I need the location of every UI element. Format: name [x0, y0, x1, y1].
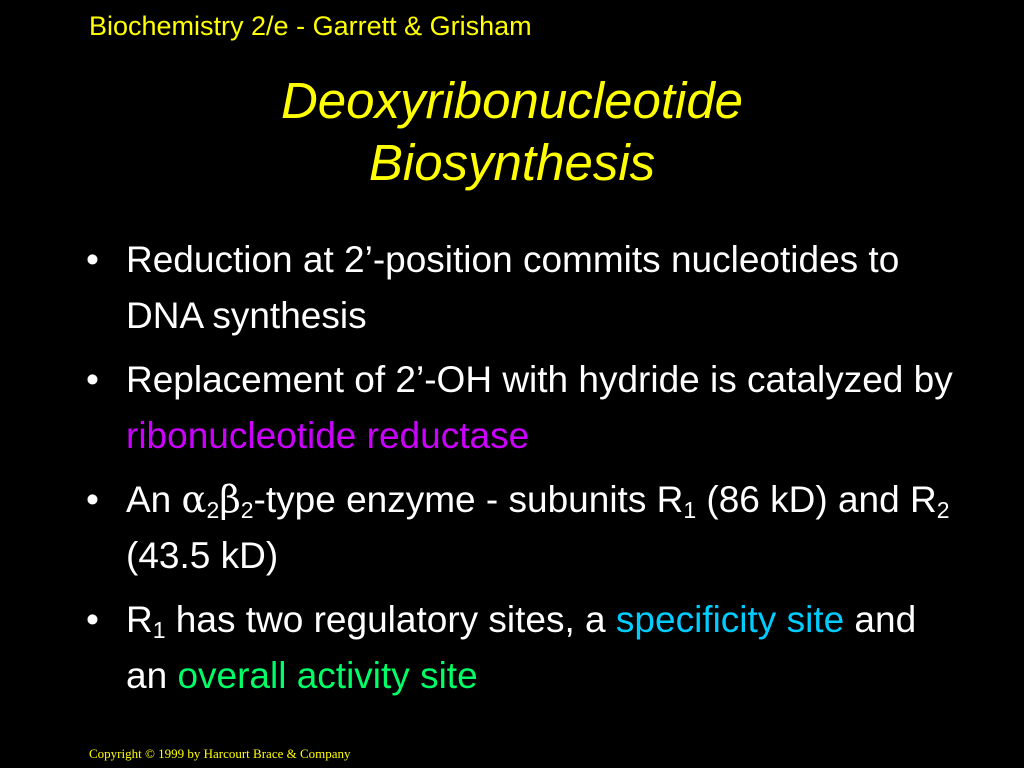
bullet-reduction: [86, 232, 956, 344]
copyright-footer: Copyright © 1999 by Harcourt Brace & Company: [89, 746, 351, 761]
bullet-text-r: R: [126, 599, 153, 640]
r1-subscript: 1: [683, 497, 697, 523]
alpha-subscript: 2: [206, 497, 220, 523]
alpha-symbol: α: [181, 478, 207, 521]
bullet-marker: •: [86, 479, 99, 520]
bullet-text-before: has two regulatory sites, a: [165, 599, 616, 640]
bullet-regulatory-sites: [86, 592, 956, 704]
bullet-text: Reduction at 2’-position commits nucleotides to DNA synthesis: [126, 239, 900, 336]
r1-subscript: 1: [152, 617, 166, 643]
r2-subscript: 2: [936, 497, 950, 523]
bullet-list: [86, 232, 956, 712]
bullet-text-mid: and an: [126, 599, 917, 696]
beta-symbol: β: [219, 478, 241, 521]
bullet-marker: •: [86, 359, 99, 400]
slide-title: [0, 70, 1024, 194]
bullet-text-r2-size: (43.5 kD): [126, 535, 279, 576]
bullet-text-an: An: [126, 479, 182, 520]
bullet-marker: •: [86, 239, 99, 280]
bullet-enzyme-subunits: [86, 472, 956, 584]
bullet-text-mid: -type enzyme - subunits R: [253, 479, 684, 520]
specificity-site-term: specificity site: [615, 599, 845, 640]
book-header: Biochemistry 2/e - Garrett & Grisham: [89, 11, 532, 41]
ribonucleotide-reductase-term: ribonucleotide reductase: [126, 415, 530, 456]
bullet-marker: •: [86, 599, 99, 640]
slide-title-line-1: Deoxyribonucleotide: [280, 72, 744, 129]
beta-subscript: 2: [240, 497, 254, 523]
bullet-text: Replacement of 2’-OH with hydride is catalyzed by: [126, 359, 953, 400]
slide-title-line-2: Biosynthesis: [368, 134, 656, 191]
overall-activity-site-term: overall activity site: [177, 655, 478, 696]
bullet-text-r1-size: (86 kD) and R: [696, 479, 937, 520]
bullet-replacement: [86, 352, 956, 464]
